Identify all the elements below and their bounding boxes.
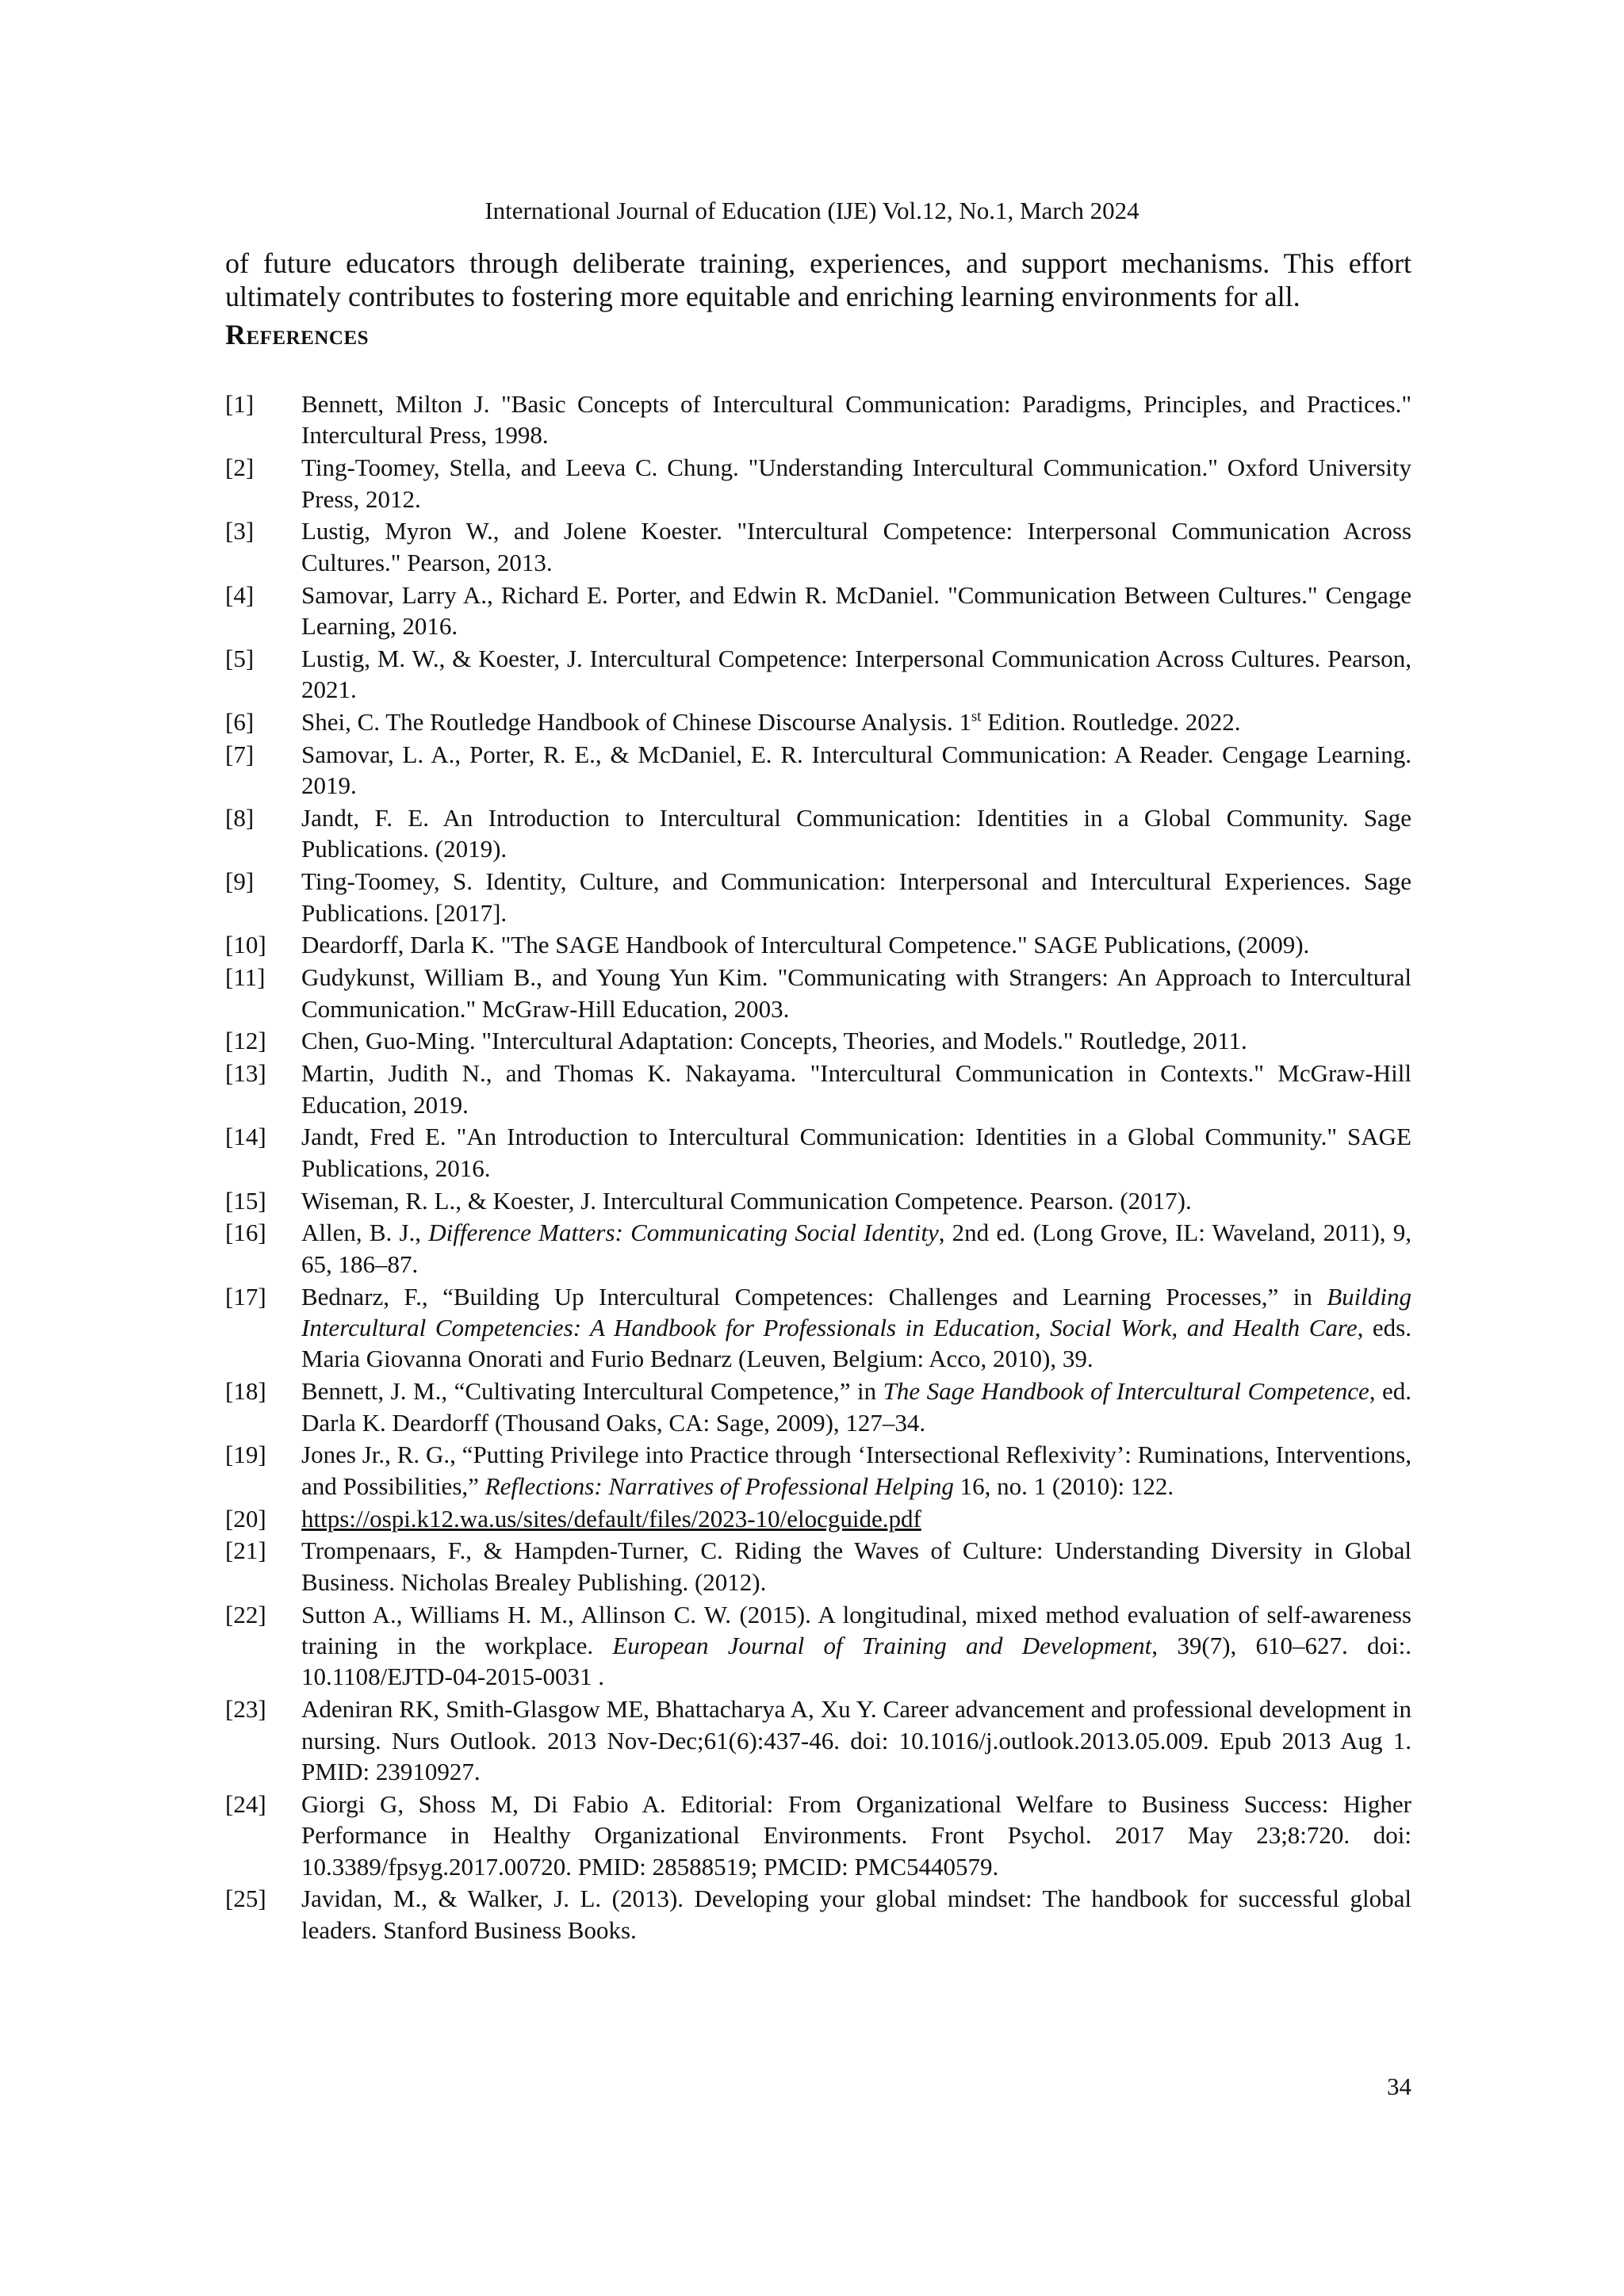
reference-number: [1] xyxy=(225,390,255,418)
reference-item xyxy=(225,1185,1411,1216)
reference-number: [4] xyxy=(225,580,255,609)
reference-text-part: , 2nd ed. (Long Grove, IL: Waveland, 2011), 9, 65, 186–87. xyxy=(301,1219,1412,1278)
reference-text xyxy=(301,1439,1411,1502)
reference-text xyxy=(301,452,1411,515)
reference-item xyxy=(225,1535,1411,1598)
reference-item xyxy=(225,643,1411,706)
reference-number: [2] xyxy=(225,453,255,482)
reference-item xyxy=(225,515,1411,578)
reference-item xyxy=(225,929,1411,960)
reference-text-part: Ting-Toomey, Stella, and Leeva C. Chung. "Understanding Intercultural Communication." Oxford University Press, 2012. xyxy=(301,453,1411,513)
reference-number: [25] xyxy=(225,1885,266,1913)
reference-text xyxy=(301,1503,1411,1534)
reference-text xyxy=(301,739,1411,802)
reference-number: [8] xyxy=(225,804,255,832)
reference-text-part: Bennett, J. M., “Cultivating Intercultural Competence,” in xyxy=(301,1377,883,1406)
reference-item xyxy=(225,1693,1411,1787)
reference-number: [3] xyxy=(225,517,255,545)
reference-italic-title: The Sage Handbook of Intercultural Competence xyxy=(883,1377,1369,1406)
reference-item xyxy=(225,706,1411,737)
reference-item xyxy=(225,1058,1411,1120)
reference-text-part: 16, no. 1 (2010): 122. xyxy=(953,1471,1174,1500)
reference-item xyxy=(225,1439,1411,1502)
reference-text-part: Samovar, L. A., Porter, R. E., & McDaniel, E. R. Intercultural Communication: A Reader. Cengage Learning. 2019. xyxy=(301,740,1411,800)
reference-text xyxy=(301,706,1411,737)
reference-text-part: Trompenaars, F., & Hampden-Turner, C. Riding the Waves of Culture: Understanding Diversity in Global Business. Nicholas Brealey Publishing. (2012). xyxy=(301,1536,1411,1596)
reference-text xyxy=(301,1025,1411,1056)
reference-text xyxy=(301,388,1411,451)
reference-text xyxy=(301,866,1411,928)
page-number: 34 xyxy=(1387,2072,1411,2100)
reference-item xyxy=(225,1599,1411,1693)
reference-number: [10] xyxy=(225,931,266,959)
reference-number: [20] xyxy=(225,1504,266,1533)
reference-number: [13] xyxy=(225,1059,266,1088)
reference-text-part: Adeniran RK, Smith-Glasgow ME, Bhattacharya A, Xu Y. Career advancement and professional development in nursing. Nurs Outlook. 2013 Nov-Dec;61(6):437-46. doi: 10.1016/j.outlook.2013.05.009. Epub 2013 Aug 1. PMID: 23910927. xyxy=(301,1695,1411,1786)
reference-item xyxy=(225,866,1411,928)
reference-text xyxy=(301,929,1411,960)
reference-item xyxy=(225,1883,1411,1946)
reference-number: [11] xyxy=(225,963,266,992)
references-heading: References xyxy=(225,319,370,350)
reference-text-part: Wiseman, R. L., & Koester, J. Intercultural Communication Competence. Pearson. (2017). xyxy=(301,1186,1192,1215)
reference-text-part: Giorgi G, Shoss M, Di Fabio A. Editorial: From Organizational Welfare to Business Success: Higher Performance in Healthy Organizational Environments. Front Psychol. 2017 May 23;8:720. doi: 10.3389/fpsyg.2017.00720. PMID: 28588519; PMCID: PMC5440579. xyxy=(301,1789,1411,1881)
reference-text-part: Jones Jr., R. G., “Putting Privilege into Practice through ‘Intersectional Reflexivity’: Ruminations, Interventions, and Possibilities,” xyxy=(301,1441,1411,1500)
reference-text xyxy=(301,802,1411,865)
reference-text-part: Bennett, Milton J. "Basic Concepts of Intercultural Communication: Paradigms, Principles, and Practices." Intercultural Press, 1998. xyxy=(301,390,1411,450)
reference-text xyxy=(301,580,1411,642)
reference-text-part: , ed. Darla K. Deardorff (Thousand Oaks, CA: Sage, 2009), 127–34. xyxy=(301,1377,1411,1437)
reference-number: [19] xyxy=(225,1441,266,1469)
reference-item xyxy=(225,580,1411,642)
reference-number: [18] xyxy=(225,1377,266,1406)
reference-item xyxy=(225,802,1411,865)
reference-number: [5] xyxy=(225,644,255,672)
reference-number: [21] xyxy=(225,1536,266,1565)
reference-item xyxy=(225,1121,1411,1184)
reference-number: [23] xyxy=(225,1695,266,1724)
reference-item xyxy=(225,962,1411,1024)
reference-text-part: Edition. Routledge. 2022. xyxy=(981,708,1241,737)
reference-text-part: Lustig, M. W., & Koester, J. Intercultural Competence: Interpersonal Communication Across Cultures. Pearson, 2021. xyxy=(301,644,1411,704)
reference-text xyxy=(301,1535,1411,1598)
reference-text xyxy=(301,962,1411,1024)
reference-text xyxy=(301,1185,1411,1216)
reference-list xyxy=(225,388,1411,1947)
reference-text-part: Jandt, Fred E. "An Introduction to Intercultural Communication: Identities in a Global Community." SAGE Publications, 2016. xyxy=(301,1123,1411,1182)
reference-text xyxy=(301,1883,1411,1946)
intro-text: of future educators through deliberate training, experiences, and support mechanisms. This effort ultimately contributes to fostering more equitable and enriching learning environments for all. xyxy=(225,247,1411,312)
reference-item xyxy=(225,1376,1411,1438)
reference-number: [15] xyxy=(225,1186,266,1215)
reference-text-part: Allen, B. J., xyxy=(301,1219,429,1247)
reference-number: [17] xyxy=(225,1282,266,1311)
reference-number: [9] xyxy=(225,867,255,896)
reference-text xyxy=(301,515,1411,578)
reference-number: [16] xyxy=(225,1219,266,1247)
reference-text-part: Jandt, F. E. An Introduction to Intercultural Communication: Identities in a Global Community. Sage Publications. (2019). xyxy=(301,804,1411,863)
reference-item xyxy=(225,1281,1411,1375)
reference-text xyxy=(301,1058,1411,1120)
reference-text-part: Ting-Toomey, S. Identity, Culture, and Communication: Interpersonal and Intercultural Experiences. Sage Publications. [2017]. xyxy=(301,867,1411,927)
reference-text-part: , 39(7), 610–627. doi:. 10.1108/EJTD-04-2015-0031 . xyxy=(301,1632,1412,1691)
reference-italic-title: Difference Matters: Communicating Social Identity xyxy=(428,1219,939,1247)
reference-item xyxy=(225,1789,1411,1882)
reference-text xyxy=(301,643,1411,706)
reference-italic-title: Reflections: Narratives of Professional Helping xyxy=(485,1471,954,1500)
reference-item xyxy=(225,1217,1411,1280)
reference-number: [12] xyxy=(225,1027,266,1055)
reference-text-part: Javidan, M., & Walker, J. L. (2013). Developing your global mindset: The handbook for successful global leaders. Stanford Business Books. xyxy=(301,1885,1411,1944)
reference-item xyxy=(225,452,1411,515)
reference-text xyxy=(301,1789,1411,1882)
reference-italic-title: Building Intercultural Competencies: A Handbook for Professionals in Education, Social Work, and Health Care xyxy=(301,1282,1411,1342)
reference-text-part: Gudykunst, William B., and Young Yun Kim. "Communicating with Strangers: An Approach to Intercultural Communication." McGraw-Hill Education, 2003. xyxy=(301,963,1411,1023)
reference-number: [7] xyxy=(225,740,255,768)
reference-item xyxy=(225,739,1411,802)
reference-item xyxy=(225,1025,1411,1056)
reference-text xyxy=(301,1376,1411,1438)
reference-text-part: Lustig, Myron W., and Jolene Koester. "Intercultural Competence: Interpersonal Communication Across Cultures." Pearson, 2013. xyxy=(301,517,1411,576)
reference-text-part: Bednarz, F., “Building Up Intercultural Competences: Challenges and Learning Processes,” in xyxy=(301,1282,1327,1311)
reference-superscript: st xyxy=(971,708,982,725)
reference-text xyxy=(301,1217,1411,1280)
reference-number: [14] xyxy=(225,1123,266,1151)
reference-number: [6] xyxy=(225,708,255,737)
reference-link[interactable]: https://ospi.k12.wa.us/sites/default/files/2023-10/elocguide.pdf xyxy=(301,1504,921,1533)
reference-text-part: Samovar, Larry A., Richard E. Porter, and Edwin R. McDaniel. "Communication Between Cultures." Cengage Learning, 2016. xyxy=(301,580,1411,641)
reference-number: [22] xyxy=(225,1600,266,1628)
reference-text xyxy=(301,1121,1411,1184)
reference-text-part: Shei, C. The Routledge Handbook of Chinese Discourse Analysis. 1 xyxy=(301,708,971,737)
reference-text-part: Martin, Judith N., and Thomas K. Nakayama. "Intercultural Communication in Contexts." McGraw-Hill Education, 2019. xyxy=(301,1059,1411,1119)
reference-item xyxy=(225,1503,1411,1534)
reference-item xyxy=(225,388,1411,451)
reference-italic-title: European Journal of Training and Development xyxy=(612,1632,1152,1660)
intro-paragraph xyxy=(225,247,1411,313)
reference-text xyxy=(301,1599,1411,1693)
reference-text-part: , eds. Maria Giovanna Onorati and Furio Bednarz (Leuven, Belgium: Acco, 2010), 39. xyxy=(301,1314,1411,1373)
reference-text-part: Sutton A., Williams H. M., Allinson C. W. (2015). A longitudinal, mixed method evaluation of self-awareness training in the workplace. xyxy=(301,1600,1411,1660)
reference-number: [24] xyxy=(225,1789,266,1818)
reference-text xyxy=(301,1281,1411,1375)
reference-text xyxy=(301,1693,1411,1787)
reference-text-part: Deardorff, Darla K. "The SAGE Handbook of Intercultural Competence." SAGE Publications, (2009). xyxy=(301,931,1310,959)
running-header: International Journal of Education (IJE) Vol.12, No.1, March 2024 xyxy=(485,197,1139,224)
reference-text-part: Chen, Guo-Ming. "Intercultural Adaptation: Concepts, Theories, and Models." Routledge, 2011. xyxy=(301,1027,1247,1055)
